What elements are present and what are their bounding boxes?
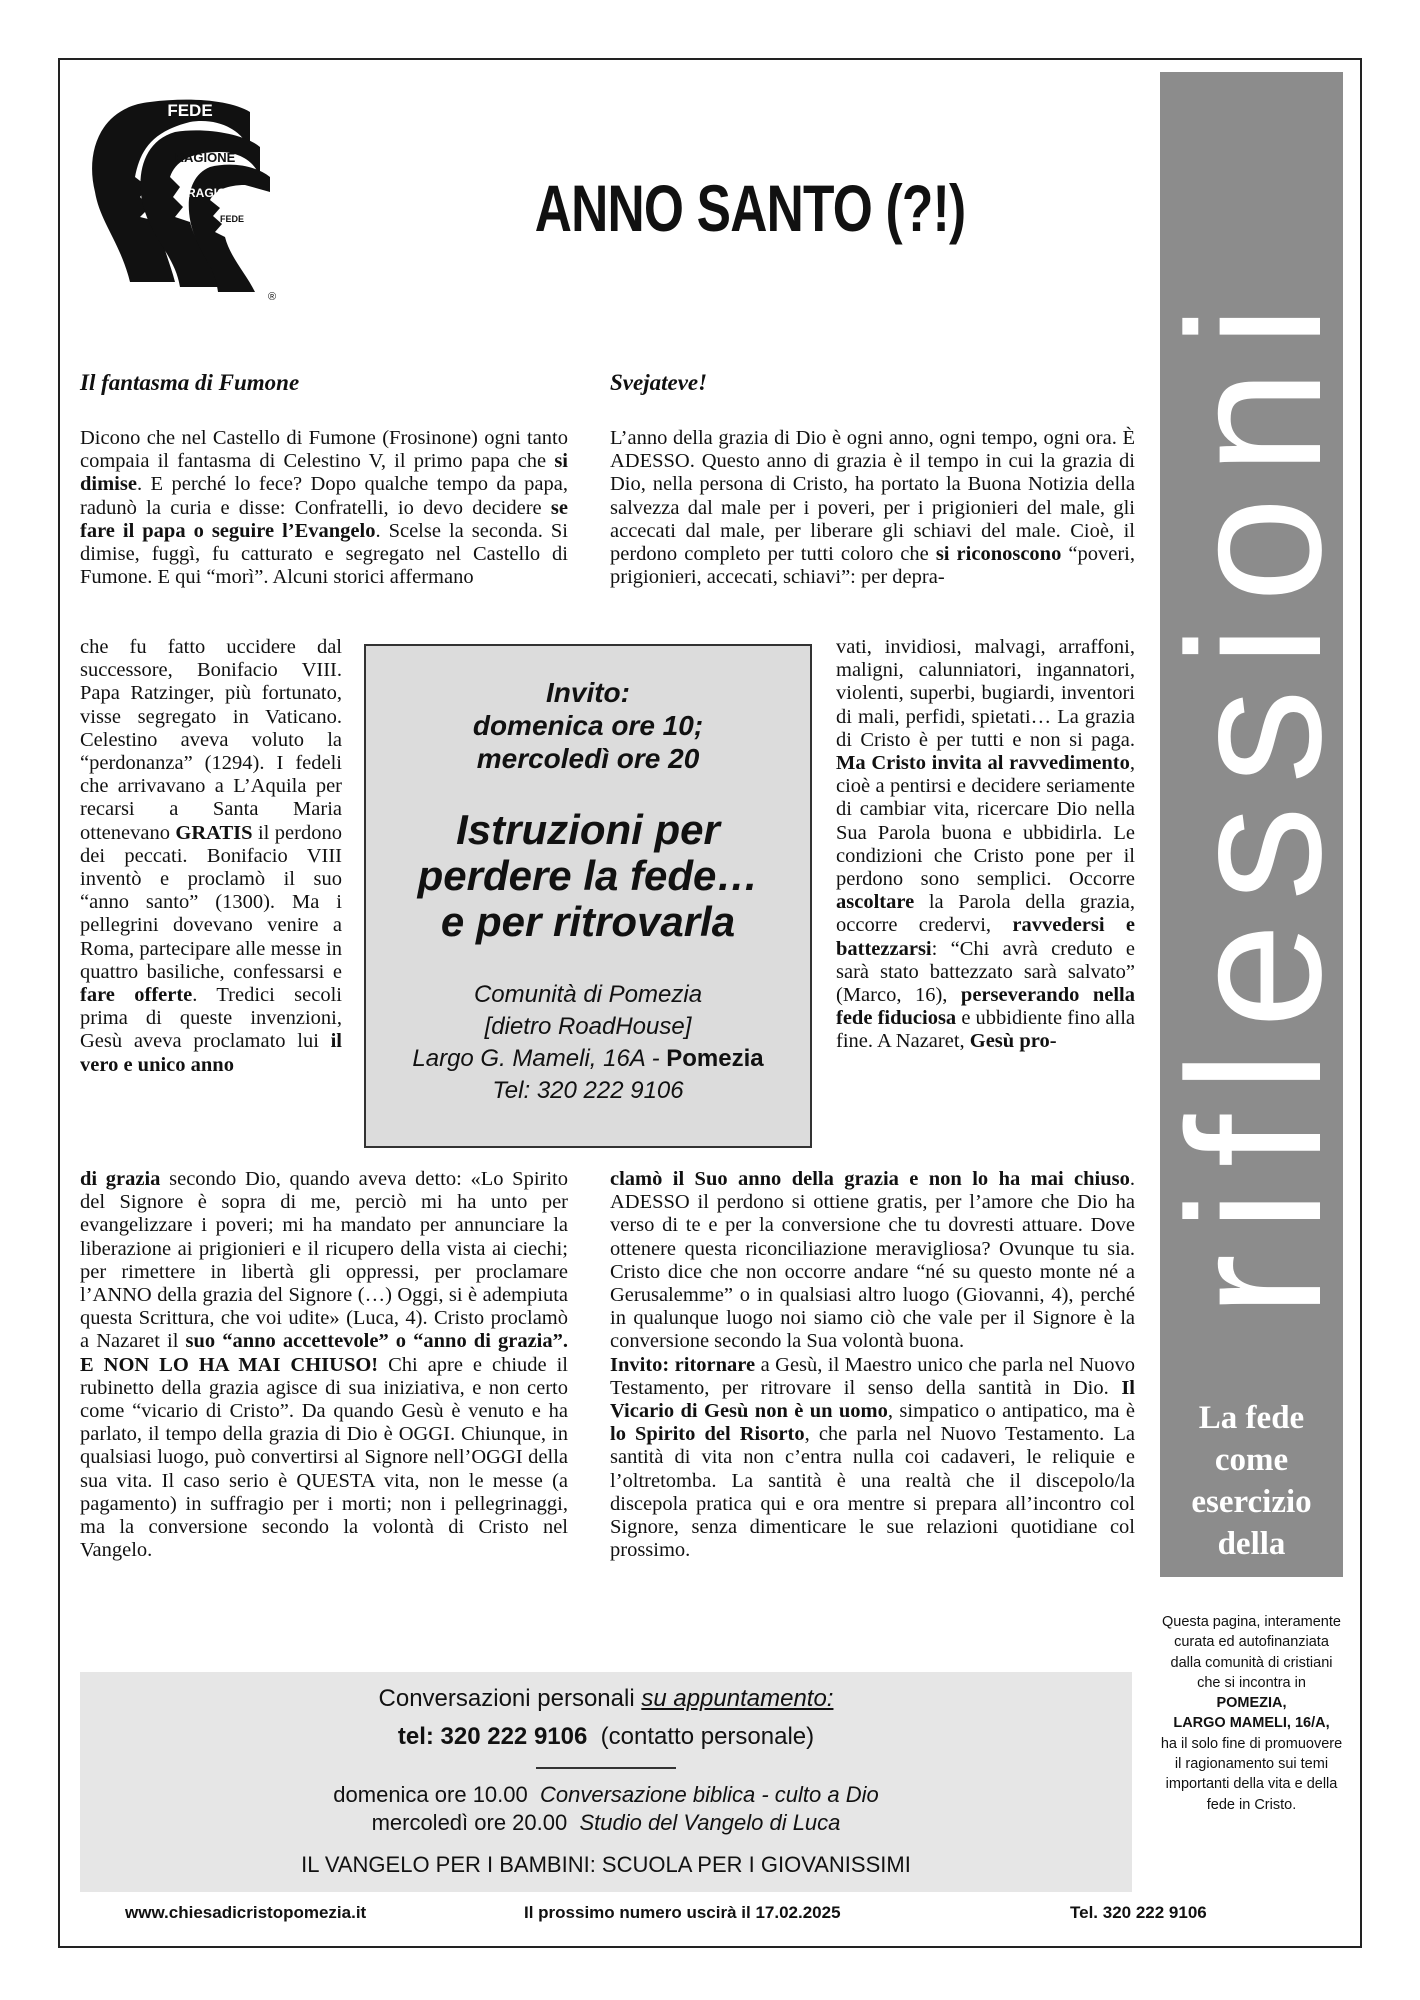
text-run: . Scelse la seconda. Si dimise, fuggì, fu catturato e segregato nel Castello di Fumone. E qui “morì”. Alcuni storici affermano xyxy=(80,519,568,589)
tagline-line: come xyxy=(1214,1442,1289,1478)
text-run: il perdono dei peccati. Bonifacio VIII inventò e proclamò il suo “anno santo” (1300). Ma i pellegrini dovevano venire a Roma, partecipare alle messe in quattro basiliche, confessarsi e xyxy=(80,821,342,983)
invite-line: mercoledì ore 20 xyxy=(476,743,700,774)
conversations-line xyxy=(80,1684,1132,1714)
schedule-line xyxy=(80,1809,1132,1837)
text-run: secondo Dio, quando aveva detto: «Lo Spirito del Signore è sopra di me, perciò mi ha unto per evangelizzare i poveri; mi ha mandato per annunciare la liberazione ai prigionieri e il ricupero della vista ai ciechi; per rimettere in libertà gli oppressi, per proclamare l’ANNO della grazia del Signore (…) Oggi, si è adempiuta questa Scrittura, che voi udite» (Luca, 4). Cristo proclamò a Nazaret il xyxy=(80,1168,568,1353)
text-run: su appuntamento: xyxy=(641,1685,834,1712)
text-run: lo Spirito del Risorto xyxy=(610,1423,805,1446)
schedule-desc: Conversazione biblica - culto a Dio xyxy=(539,1782,879,1807)
logo xyxy=(80,92,290,302)
schedule-desc: Studio del Vangelo di Luca xyxy=(579,1810,841,1835)
text-run: Il Vicario di Gesù non è un uomo xyxy=(610,1376,1135,1423)
text-run: Gesù pro- xyxy=(969,1030,1057,1053)
invite-line: e per ritrovarla xyxy=(440,898,736,945)
text-run: vati, invidiosi, malvagi, arraffoni, maligni, calunniatori, ingannatori, violenti, superbi, bugiardi, inventori di mali, perfidi, spietati… La grazia di Cristo è per tutti e non si paga. xyxy=(836,636,1135,751)
invite-box xyxy=(364,644,812,1148)
sidebar-tagline xyxy=(1160,1397,1343,1607)
note-text: Questa pagina, interamente curata ed autofinanziata dalla comunità di cristiani che si incontra in xyxy=(1162,1614,1341,1691)
left-article-narrow xyxy=(80,636,342,1077)
tagline-line: della xyxy=(1217,1526,1286,1562)
text-run: . E perché lo fece? Dopo qualche tempo da papa, radunò la curia e disse: Confratelli, io devo decidere xyxy=(80,473,568,519)
invite-line: Invito: xyxy=(546,677,630,708)
logo-heads-icon xyxy=(80,92,290,302)
text-run: di grazia xyxy=(80,1168,161,1190)
logo-word: FEDE xyxy=(167,101,213,120)
text-run: , che parla nel Nuovo Testamento. La santità di vita non c’entra nulla coi cadaveri, le reliquie e l’oltretomba. La santità è una realtà che il discepolo/la discepola pratica qui e ora mentre si prepara all’incontro col Signore, senza dimenticare le sue relazioni quotidiane col prossimo. xyxy=(610,1423,1135,1562)
tagline-line: esercizio xyxy=(1191,1484,1312,1520)
text-run: fare offerte xyxy=(80,984,193,1007)
text-run: perseverando nella fede fiduciosa xyxy=(836,984,1135,1030)
schedule-line xyxy=(80,1781,1132,1809)
divider xyxy=(536,1767,676,1769)
logo-word: RAGIONE xyxy=(174,150,236,165)
page-title: ANNO SANTO (?!) xyxy=(534,171,966,245)
kids-line: IL VANGELO PER I BAMBINI: SCUOLA PER I GIOVANISSIMI xyxy=(301,1852,911,1877)
invite-schedule xyxy=(366,676,810,775)
city-text: Pomezia xyxy=(666,1045,764,1072)
text-run: ascoltare xyxy=(836,891,915,914)
logo-word: FEDE xyxy=(219,214,245,224)
left-article-body xyxy=(80,1168,568,1562)
sidebar-word: riflessioni xyxy=(1149,283,1361,1317)
right-article-heading: Svejateve! xyxy=(610,370,708,395)
right-article-body xyxy=(610,1168,1135,1562)
text-run: e ubbidiente fino alla fine. A Nazaret, xyxy=(836,1007,1135,1053)
invite-street xyxy=(366,1043,810,1075)
note-place: LARGO MAMELI, 16/A, xyxy=(1173,1715,1330,1732)
schedule-time: domenica ore 10.00 xyxy=(333,1782,528,1807)
phone-number: tel: 320 222 9106 xyxy=(397,1723,588,1750)
text-run: la Parola della grazia, occorre credervi, xyxy=(836,891,1135,937)
text-run: GRATIS xyxy=(175,821,253,844)
logo-word: RAGIONE xyxy=(186,186,244,200)
left-article-heading: Il fantasma di Fumone xyxy=(80,370,300,395)
text-run: (contatto personale) xyxy=(587,1723,815,1750)
text-run: . ADESSO il perdono si ottiene gratis, per l’amore che Dio ha verso di te e per la conversione che tu dovresti attuare. Dove ottenere questa riconciliazione meravigliosa? Ovunque tu sia. Cristo dice che non occorre andare “né su questo monte né a Gerusalemme” o in qualsiasi altro luogo (Giovanni, 4), perché in qualunque luogo noi siamo ciò che vale per il Signore è la conversione secondo la Sua volontà buona. xyxy=(610,1168,1135,1353)
footer-website[interactable]: www.chiesadicristopomezia.it xyxy=(125,1903,367,1922)
footer-tel: Tel. 320 222 9106 xyxy=(1070,1903,1207,1922)
text-run: L’anno della grazia di Dio è ogni anno, ogni tempo, ogni ora. È ADESSO. Questo anno di grazia è il tempo in cui la grazia di Dio, nella persona di Cristo, ha portato la Buona Notizia della salvezza dal male per i poveri, per i prigionieri del male, gli accecati dal male, per liberare gli schiavi del male. Cioè, il perdono completo per tutti coloro che xyxy=(610,427,1135,566)
right-article-narrow xyxy=(836,636,1135,1054)
bottom-info-box xyxy=(80,1672,1132,1892)
left-article-intro xyxy=(80,427,568,589)
text-run: se fare il papa o seguire l’Evangelo xyxy=(80,496,568,542)
invite-line: perdere la fede… xyxy=(417,852,759,899)
invite-tel: Tel: 320 222 9106 xyxy=(492,1077,684,1104)
text-run: il vero e unico anno xyxy=(80,1030,342,1076)
invite-title xyxy=(366,807,810,945)
note-place: POMEZIA, xyxy=(1216,1695,1287,1712)
text-run: Ma Cristo invita al ravvedimento xyxy=(836,752,1130,775)
footer-next-issue: Il prossimo numero uscirà il 17.02.2025 xyxy=(524,1903,841,1922)
text-run: “poveri, prigionieri, accecati, schiavi”: per depra- xyxy=(610,543,1135,589)
text-run: clamò il Suo anno della grazia e non lo ha mai chiuso xyxy=(610,1168,1130,1190)
text-run: ravvedersi e battezzarsi xyxy=(836,914,1135,960)
text-run: si riconoscono xyxy=(935,543,1062,566)
text-run: . Tredici secoli prima di queste invenzioni, Gesù aveva proclamato lui xyxy=(80,984,342,1053)
tagline-line: mente xyxy=(1208,1568,1295,1604)
invite-place: [dietro RoadHouse] xyxy=(484,1013,692,1040)
schedule-time: mercoledì ore 20.00 xyxy=(371,1810,568,1835)
invite-address xyxy=(366,979,810,1107)
text-run: si dimise xyxy=(80,450,568,496)
tagline-line: La fede xyxy=(1198,1400,1305,1436)
text-run: suo “anno accettevole” o “anno di grazia”. E NON LO HA MAI CHIUSO! xyxy=(80,1330,568,1376)
text-run: Dicono che nel Castello di Fumone (Frosinone) ogni tanto compaia il fantasma di Celestino V, il primo papa che xyxy=(80,427,568,473)
registered-mark: ® xyxy=(268,291,277,302)
note-text: ha il solo fine di promuovere il ragionamento sui temi importanti della vita e della fede in Cristo. xyxy=(1160,1735,1343,1813)
text-run: , cioè a pentirsi e decidere seriamente di cambiar vita, ricercare Dio nella Sua Parola buona e ubbidirla. Le condizioni che Cristo pone per il perdono sono semplici. Occorre xyxy=(836,752,1135,891)
phone-line xyxy=(80,1722,1132,1752)
text-run: , simpatico o antipatico, ma è xyxy=(887,1400,1135,1423)
sidebar-note xyxy=(1160,1612,1343,1815)
text-run: a Gesù, il Maestro unico che parla nel Nuovo Testamento, per ritrovare il senso della santità in Dio. xyxy=(610,1353,1135,1399)
text-run: che fu fatto uccidere dal successore, Bonifacio VIII. Papa Ratzinger, più fortunato, visse segregato in Vaticano. Celestino aveva voluto la “perdonanza” (1294). I fedeli che arrivavano a L’Aquila per recarsi a Santa Maria ottenevano xyxy=(80,636,342,844)
sidebar-banner xyxy=(1149,72,1361,1604)
right-article-intro xyxy=(610,427,1135,589)
text-run: : “Chi avrà creduto e sarà stato battezzato sarà salvato” (Marco, 16), xyxy=(836,937,1135,1007)
invite-line: Istruzioni per xyxy=(456,806,720,853)
text-run: Invito: ritornare xyxy=(610,1353,756,1376)
text-run: Chi apre e chiude il rubinetto della grazia agisce di sua iniziativa, e non certo come “vicario di Cristo”. Da quando Gesù è venuto e ha parlato, il tempo della grazia di Dio è OGGI. Chiunque, in qualsiasi luogo, può convertirsi al Signore nell’OGGI della sua vita. Il caso serio è QUESTA vita, non le messe (a pagamento) in suffragio per i morti; non i pellegrinaggi, ma la conversione secondo la volontà di Cristo nel Vangelo. xyxy=(80,1353,568,1562)
text-run: Conversazioni personali xyxy=(378,1685,642,1712)
invite-community: Comunità di Pomezia xyxy=(473,981,703,1008)
street-text: Largo G. Mameli, 16A - xyxy=(412,1045,667,1072)
invite-line: domenica ore 10; xyxy=(472,710,704,741)
